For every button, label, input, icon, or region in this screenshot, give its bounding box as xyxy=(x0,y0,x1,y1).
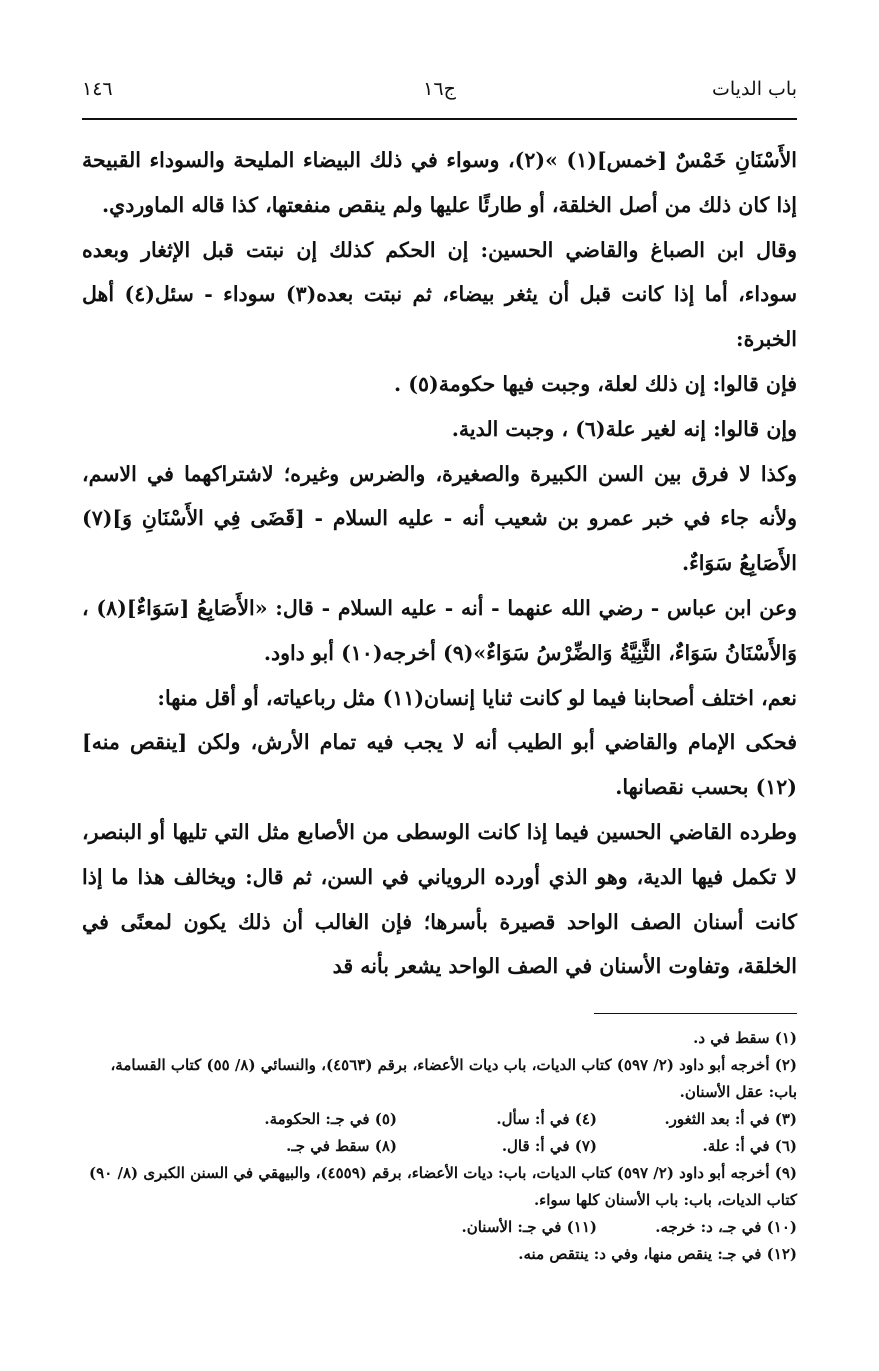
header-rule xyxy=(82,118,797,120)
footnote: (٧) في أ: قال. xyxy=(501,1137,597,1155)
paragraph: فإن قالوا: إن ذلك لعلة، وجبت فيها حكومة(٥) . xyxy=(394,371,797,396)
footnote: (١٢) في جـ: ينقص منها، وفي د: ينتقص منه. xyxy=(518,1245,797,1263)
paragraph: فحكى الإمام والقاضي أبو الطيب أنه لا يجب فيه تمام الأرش، ولكن [ينقص منه](١٢) بحسب نقصانها. xyxy=(82,730,797,800)
chapter-title: باب الديات xyxy=(711,78,797,100)
footnote: (١١) في جـ: الأسنان. xyxy=(461,1218,597,1236)
footnote: (٨) سقط في جـ. xyxy=(286,1137,397,1155)
paragraph: وعن ابن عباس - رضي الله عنهما - أنه - عليه السلام - قال: «الأَصَابِعُ [سَوَاءٌ](٨) ، وَالأَسْنَانُ سَوَاءٌ، الثَّنِيَّةُ وَالضِّرْسُ سَوَاءٌ»(٩) أخرجه(١٠) أبو داود. xyxy=(82,595,798,665)
footnote: (٩) أخرجه أبو داود (٢/ ٥٩٧) كتاب الديات، باب: ديات الأعضاء، برقم (٤٥٥٩)، والبيهقي في السنن الكبرى (٨/ ٩٠) كتاب الديات، باب: باب الأسنان كلها سواء. xyxy=(89,1164,797,1209)
footnote-row xyxy=(82,1106,797,1133)
footnote-row xyxy=(82,1133,797,1160)
page-number: ١٤٦ xyxy=(82,78,113,100)
footnote: (١) سقط في د. xyxy=(693,1029,797,1047)
volume-label: ج١٦ xyxy=(423,78,456,100)
footnote: (٥) في جـ: الحكومة. xyxy=(264,1110,397,1128)
footnote-row xyxy=(82,1214,797,1241)
footnotes xyxy=(82,1025,797,1268)
paragraph: الأَسْنَانِ خَمْسٌ [خمس](١) »(٢)، وسواء في ذلك البيضاء المليحة والسوداء القبيحة إذا كان ذلك من أصل الخلقة، أو طارئًا عليها ولم ينقص منفعتها، كذا قاله الماوردي. xyxy=(82,148,798,217)
paragraph: وإن قالوا: إنه لغير علة(٦) ، وجبت الدية. xyxy=(451,416,797,441)
paragraph: نعم، اختلف أصحابنا فيما لو كانت ثنايا إنسان(١١) مثل رباعياته، أو أقل منها: xyxy=(157,685,797,710)
paragraph: وكذا لا فرق بين السن الكبيرة والصغيرة، والضرس وغيره؛ لاشتراكهما في الاسم، ولأنه جاء في خبر عمرو بن شعيب أنه - عليه السلام - [قَضَى فِي الأَسْنَانِ وَ](٧) الأَصَابِعُ سَوَاءٌ. xyxy=(82,461,797,576)
footnote: (٢) أخرجه أبو داود (٢/ ٥٩٧) كتاب الديات، باب ديات الأعضاء، برقم (٤٥٦٣)، والنسائي (٨/ ٥٥) كتاب القسامة، باب: عقل الأسنان. xyxy=(110,1056,797,1101)
paragraph: وقال ابن الصباغ والقاضي الحسين: إن الحكم كذلك إن نبتت قبل الإثغار وبعده سوداء، أما إذا كانت قبل أن يثغر بيضاء، ثم نبتت بعده(٣) سوداء - سئل(٤) أهل الخبرة: xyxy=(82,237,798,352)
footnote-separator xyxy=(594,1013,797,1014)
footnote: (٦) في أ: علة. xyxy=(702,1137,797,1155)
footnote: (٤) في أ: سأل. xyxy=(496,1110,597,1128)
footnote: (٣) في أ: بعد الثغور. xyxy=(664,1110,797,1128)
running-header xyxy=(82,78,797,112)
main-text xyxy=(82,138,797,989)
footnote: (١٠) في جـ، د: خرجه. xyxy=(655,1218,797,1236)
paragraph: وطرده القاضي الحسين فيما إذا كانت الوسطى من الأصابع مثل التي تليها أو البنصر، لا تكمل فيها الدية، وهو الذي أورده الروياني في السن، ثم قال: ويخالف هذا ما إذا كانت أسنان الصف الواحد قصيرة بأسرها؛ فإن الغالب أن ذلك يكون لمعنًى في الخلقة، وتفاوت الأسنان في الصف الواحد يشعر بأنه قد xyxy=(82,819,797,979)
